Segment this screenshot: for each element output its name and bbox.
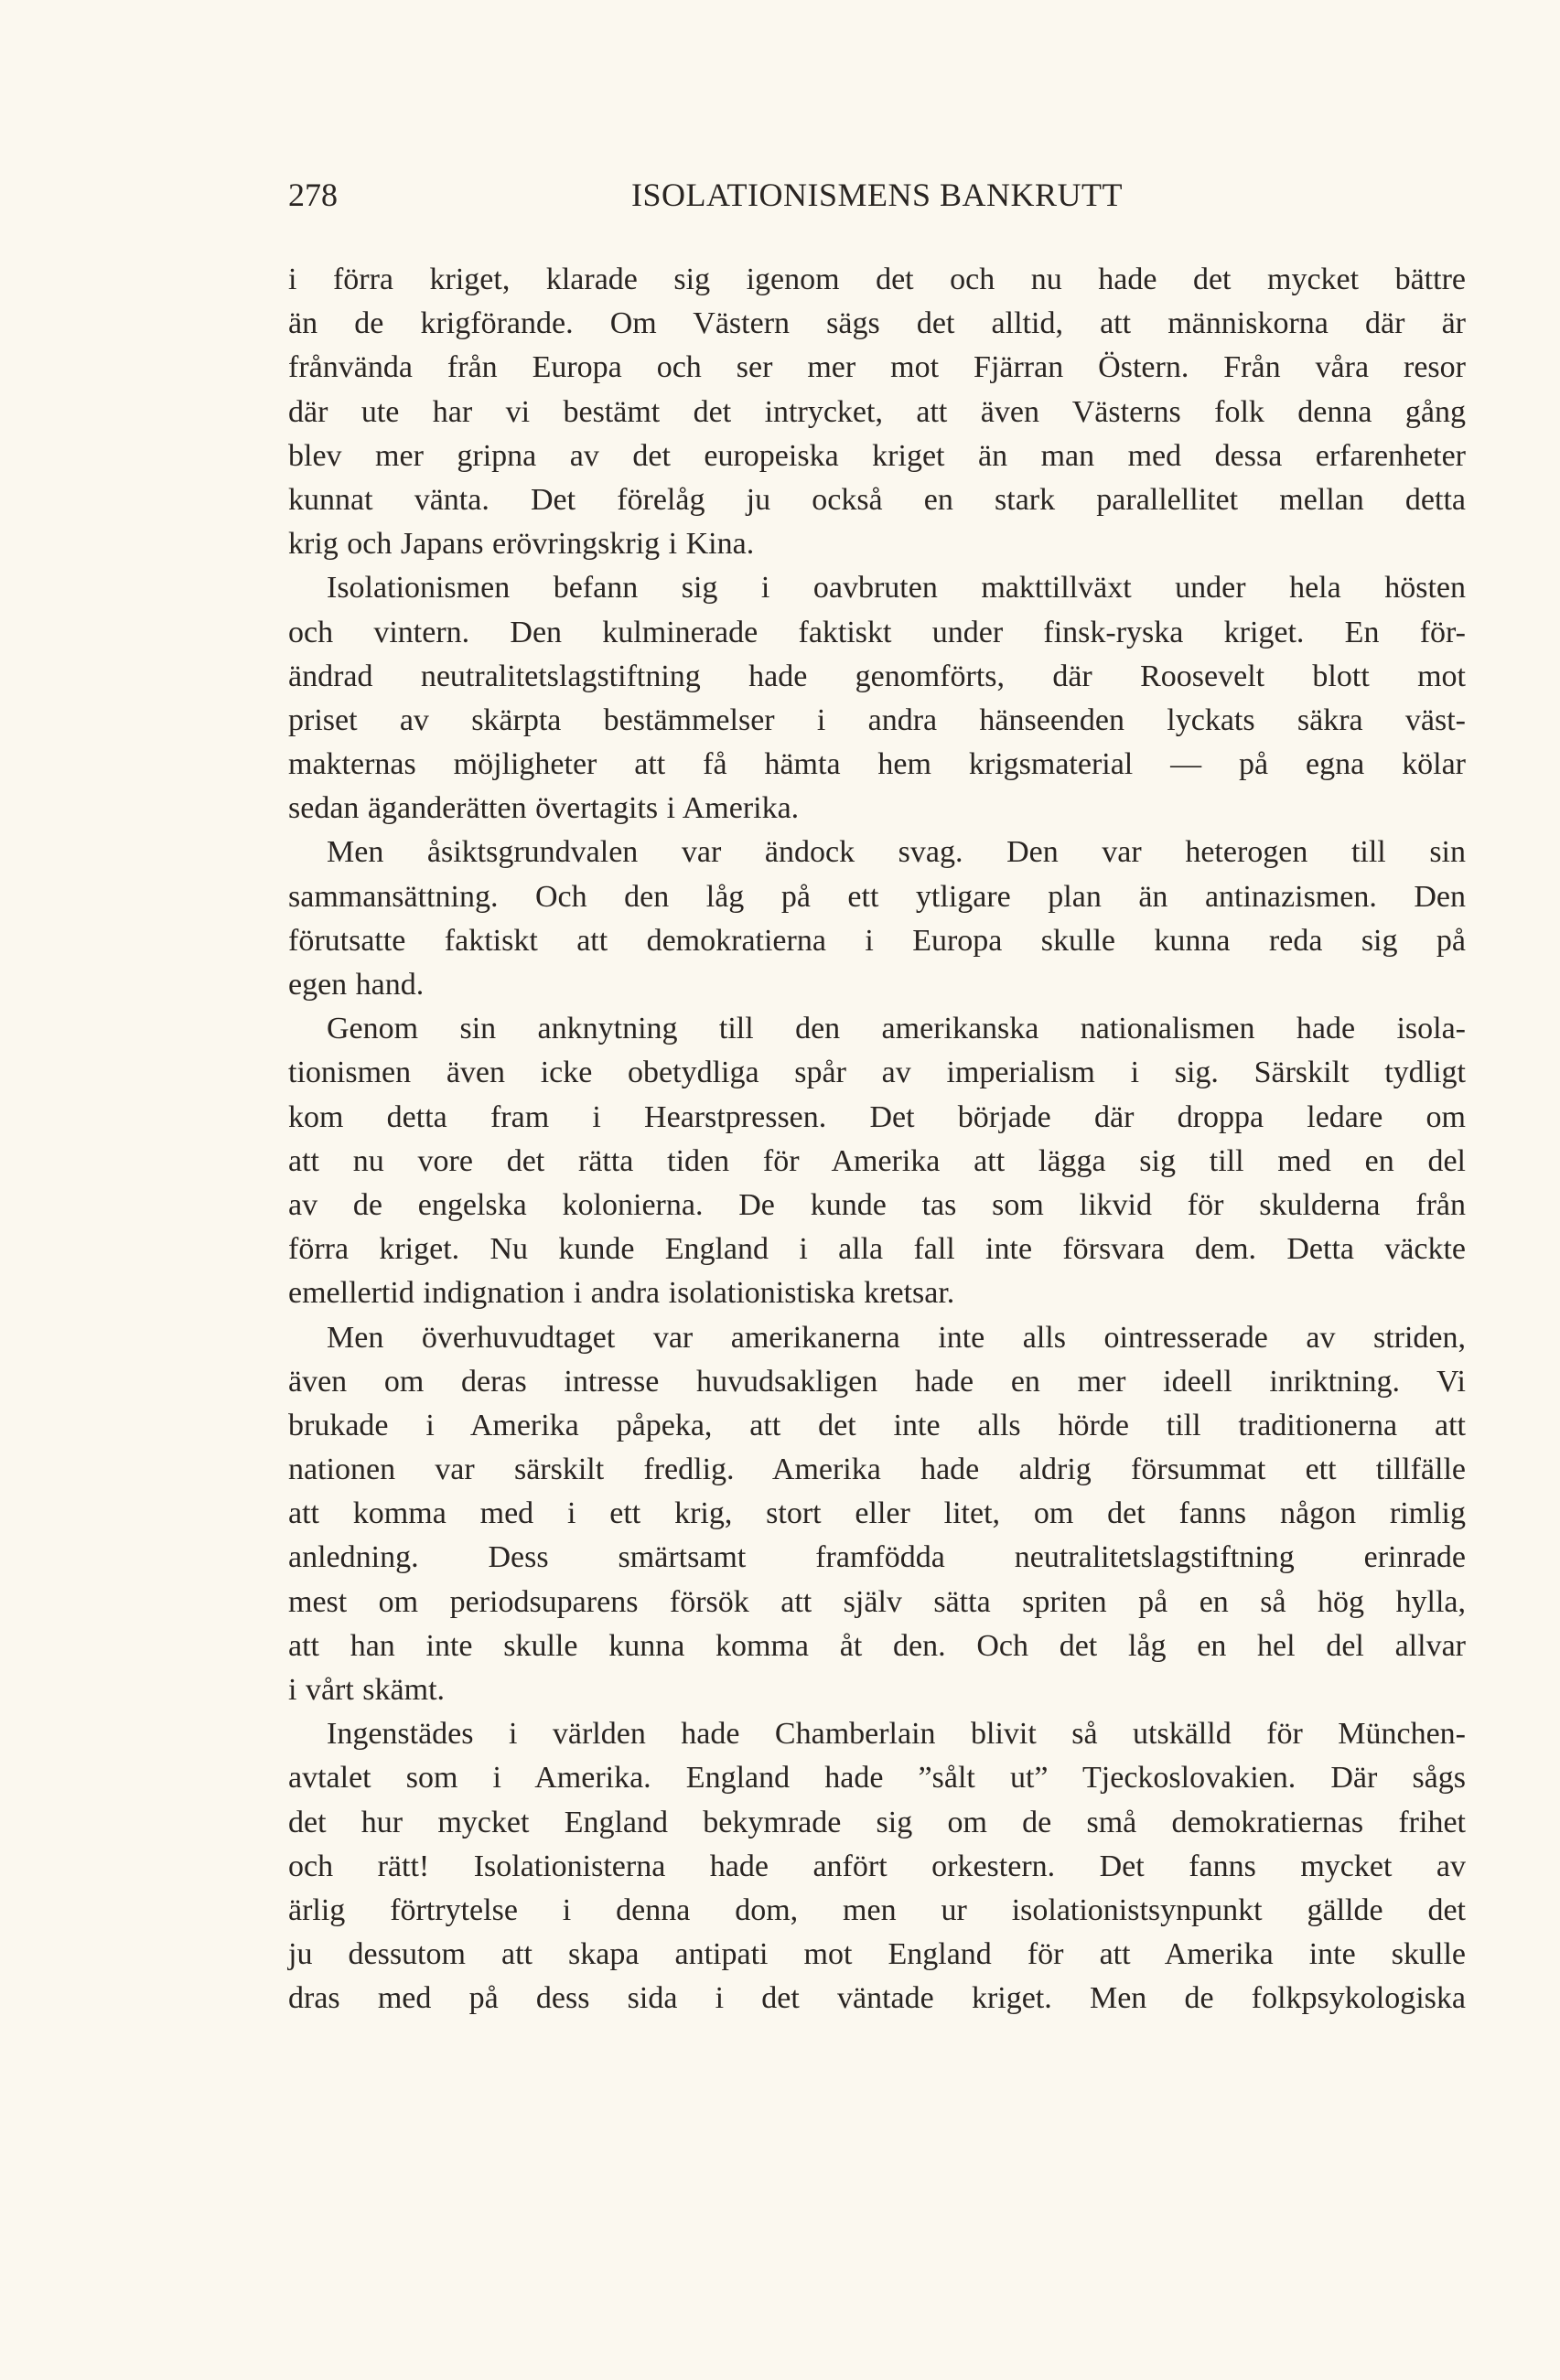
text-line: tionismen även icke obetydliga spår av imperialism i sig. Särskilt tydligt bbox=[288, 1056, 1466, 1090]
running-title: ISOLATIONISMENS BANKRUTT bbox=[630, 177, 1123, 213]
text-line: anledning. Dess smärtsamt framfödda neutralitetslagstiftning erinrade bbox=[288, 1540, 1466, 1575]
text-line: i förra kriget, klarade sig igenom det och nu hade det mycket bättre bbox=[288, 263, 1466, 296]
text-line: Men åsiktsgrundvalen var ändock svag. Den var heterogen till sin bbox=[327, 835, 1466, 870]
text-line: egen hand. bbox=[288, 968, 425, 1002]
text-line: Men överhuvudtaget var amerikanerna inte alls ointresserade av striden, bbox=[327, 1320, 1466, 1355]
text-line: avtalet som i Amerika. England hade ”sålt ut” Tjeckoslovakien. Där sågs bbox=[288, 1761, 1466, 1796]
text-line: kunnat vänta. Det förelåg ju också en stark parallellitet mellan detta bbox=[288, 482, 1466, 517]
text-line: priset av skärpta bestämmelser i andra hänseenden lyckats säkra väst- bbox=[288, 702, 1466, 737]
text-line: och rätt! Isolationisterna hade anfört orkestern. Det fanns mycket av bbox=[288, 1849, 1466, 1883]
text-line: av de engelska kolonierna. De kunde tas som likvid för skulderna från bbox=[288, 1187, 1466, 1222]
text-line: där ute har vi bestämt det intrycket, att även Västerns folk denna gång bbox=[288, 394, 1466, 429]
text-line: Isolationismen befann sig i oavbruten makttillväxt under hela hösten bbox=[327, 571, 1466, 606]
text-line: brukade i Amerika påpeka, att det inte alls hörde till traditionerna att bbox=[288, 1408, 1466, 1442]
text-line: blev mer gripna av det europeiska kriget än man med dessa erfarenheter bbox=[288, 438, 1466, 473]
text-line: Genom sin anknytning till den amerikanska nationalismen hade isola- bbox=[327, 1012, 1466, 1046]
text-line: makternas möjligheter att få hämta hem krigsmaterial — på egna kölar bbox=[288, 747, 1466, 782]
text-line: ärlig förtrytelse i denna dom, men ur isolationistsynpunkt gällde det bbox=[288, 1892, 1466, 1927]
text-line: frånvända från Europa och ser mer mot Fjärran Östern. Från våra resor bbox=[288, 350, 1466, 385]
page-number: 278 bbox=[288, 177, 338, 213]
text-line: ändrad neutralitetslagstiftning hade genomförts, där Roosevelt blott mot bbox=[288, 659, 1466, 693]
paragraph bbox=[288, 831, 1466, 1007]
text-line: förra kriget. Nu kunde England i alla fall inte försvara dem. Detta väckte bbox=[288, 1232, 1466, 1267]
paragraph bbox=[288, 1712, 1466, 2021]
text-line: förutsatte faktiskt att demokratierna i Europa skulle kunna reda sig på bbox=[288, 923, 1466, 958]
text-line: ju dessutom att skapa antipati mot England för att Amerika inte skulle bbox=[288, 1937, 1466, 1972]
text-line: det hur mycket England bekymrade sig om de små demokratiernas frihet bbox=[288, 1805, 1466, 1839]
running-header bbox=[288, 176, 1466, 220]
text-line: mest om periodsuparens försök att själv sätta spriten på en så hög hylla, bbox=[288, 1584, 1466, 1619]
text-line: Ingenstädes i världen hade Chamberlain blivit så utskälld för München- bbox=[327, 1717, 1466, 1752]
text-line: sedan äganderätten övertagits i Amerika. bbox=[288, 791, 800, 826]
body-text bbox=[288, 258, 1466, 2021]
paragraph bbox=[288, 1007, 1466, 1315]
text-line: sammansättning. Och den låg på ett ytligare plan än antinazismen. Den bbox=[288, 879, 1466, 914]
text-line: att nu vore det rätta tiden för Amerika att lägga sig till med en del bbox=[288, 1143, 1466, 1178]
text-line: krig och Japans erövringskrig i Kina. bbox=[288, 527, 755, 562]
text-line: i vårt skämt. bbox=[288, 1673, 446, 1707]
text-line: och vintern. Den kulminerade faktiskt under finsk-ryska kriget. En för- bbox=[288, 615, 1466, 649]
text-line: att komma med i ett krig, stort eller litet, om det fanns någon rimlig bbox=[288, 1496, 1466, 1531]
text-line: kom detta fram i Hearstpressen. Det började där droppa ledare om bbox=[288, 1099, 1466, 1134]
text-line: även om deras intresse huvudsakligen hade en mer ideell inriktning. Vi bbox=[288, 1364, 1466, 1399]
text-line: att han inte skulle kunna komma åt den. Och det låg en hel del allvar bbox=[288, 1628, 1466, 1663]
paragraph bbox=[288, 566, 1466, 831]
paragraph bbox=[288, 258, 1466, 566]
text-line: än de krigförande. Om Västern sägs det alltid, att människorna där är bbox=[288, 306, 1466, 341]
text-line: dras med på dess sida i det väntade kriget. Men de folkpsykologiska bbox=[288, 1981, 1466, 2016]
text-line: nationen var särskilt fredlig. Amerika hade aldrig försummat ett tillfälle bbox=[288, 1453, 1466, 1487]
text-line: emellertid indignation i andra isolationistiska kretsar. bbox=[288, 1276, 955, 1311]
paragraph bbox=[288, 1316, 1466, 1713]
